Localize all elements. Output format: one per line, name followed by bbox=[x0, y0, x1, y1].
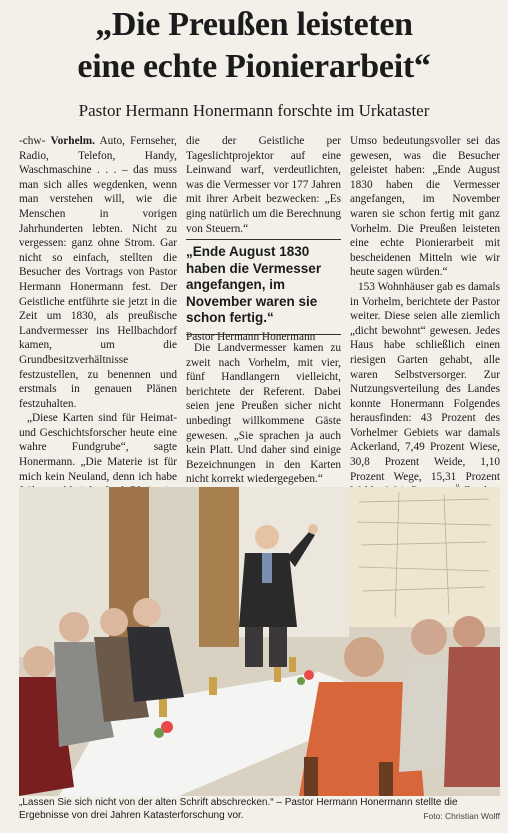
dateline-place: Vorhelm. bbox=[50, 135, 95, 147]
paragraph bbox=[19, 134, 177, 411]
paragraph: Die Landvermesser kamen zu zweit nach Vorhelm, mit vier, fünf Handlangern vielleicht, berichtete der Referent. Dabei seien jene Preußen sicher nicht unbedingt willkommene Gäste gewesen. „Sie sprachen ja auch kein Platt. Und daher sind einige Bezeichnungen in den Karten nicht korrekt wiedergegeben.“ bbox=[186, 342, 341, 486]
quote-bottom-rule bbox=[186, 334, 341, 335]
headline-line-1: „Die Preußen leisteten bbox=[95, 6, 413, 43]
paragraph: die der Geistliche per Tageslichtprojektor auf eine Leinwand warf, verdeutlichten, was die Vermesser vor 177 Jahren mit ihrer Arbeit bezwecken: „Es ging natürlich um die Berechnung von Steuern.“ bbox=[186, 135, 341, 235]
paragraph-text: Auto, Fernseher, Radio, Telefon, Handy, Waschmaschine . . . – das muss man sich alles wegdenken, wenn man verstehen will, wie die Menschen in vorigen Jahrhunderten lebten. Nicht zu vergessen: ganz ohne Strom. Gar nicht so einfach, stellten die Besucher des Vortrags von Pastor Hermann Honermann fest. Der Geistliche entführte sie jetzt in die Zeit um 1830, als preußische Landvermesser ins Hellbachdorf kamen, um die Grundbesitzverhältnisse festzustellen, zu benennen und erstmals in genauen Plänen festzuhalten. bbox=[19, 135, 177, 410]
headline bbox=[0, 4, 508, 88]
caption-text: „Lassen Sie sich nicht von der alten Schrift abschrecken.“ – Pastor Hermann Honermann stellte die Ergebnisse von drei Jahren Katasterforschung vor. bbox=[19, 797, 458, 821]
quote-top-rule bbox=[186, 239, 341, 240]
article-photo bbox=[19, 487, 500, 796]
article-column-2-continued bbox=[186, 341, 341, 487]
article-column-3 bbox=[350, 134, 500, 513]
article-column-2 bbox=[186, 134, 341, 236]
article-column-1 bbox=[19, 134, 177, 528]
headline-line-2: eine echte Pionierarbeit“ bbox=[77, 48, 431, 85]
paragraph: 153 Wohnhäuser gab es damals in Vorhelm, berichtete der Pastor weiter. Diese seien alle ziemlich „dicht bewohnt“ gewesen. Jedes Haus habe schließlich einen riesigen Garten gehabt, alle waren Selbstversorger. Zur Nutzungsverteilung des Landes konnte Honermann Folgendes herausfinden: 43 Prozent des Vorhelmer Gebiets war damals Ackerland, 7,49 Prozent Wiese, 30,8 Prozent Weide, 1,10 Prozent Wege, 15,31 Prozent bbox=[350, 280, 500, 483]
photo-credit: Foto: Christian Wolff bbox=[423, 810, 500, 821]
pull-quote-text: „Ende August 1830 haben die Vermesser angefangen, im November waren sie schon fertig.“ bbox=[186, 244, 322, 325]
dateline-author: -chw- bbox=[19, 135, 46, 147]
pull-quote-author: Pastor Hermann Honermann bbox=[186, 330, 316, 343]
paragraph: „Diese Karten sind für Heimat- und Geschichtsforscher heute eine wahre Fundgrube“, sagte Honermann. „Die Materie ist für mich kein Neuland, denn ich habe bbox=[19, 412, 177, 483]
photo-caption bbox=[19, 797, 500, 822]
pull-quote bbox=[186, 244, 341, 344]
paragraph: Umso bedeutungsvoller sei das gewesen, was die Besucher geleistet haben: „Ende August 1830 haben die Vermesser angefangen, im November waren sie schon fertig mit ganz Vorhelm. Die Preußen leisteten eine echte Pionierarbeit mit bescheidenen Mitteln wie wir heute sagen würden.“ bbox=[350, 135, 500, 279]
subtitle: Pastor Hermann Honermann forschte im Urkataster bbox=[78, 101, 430, 120]
